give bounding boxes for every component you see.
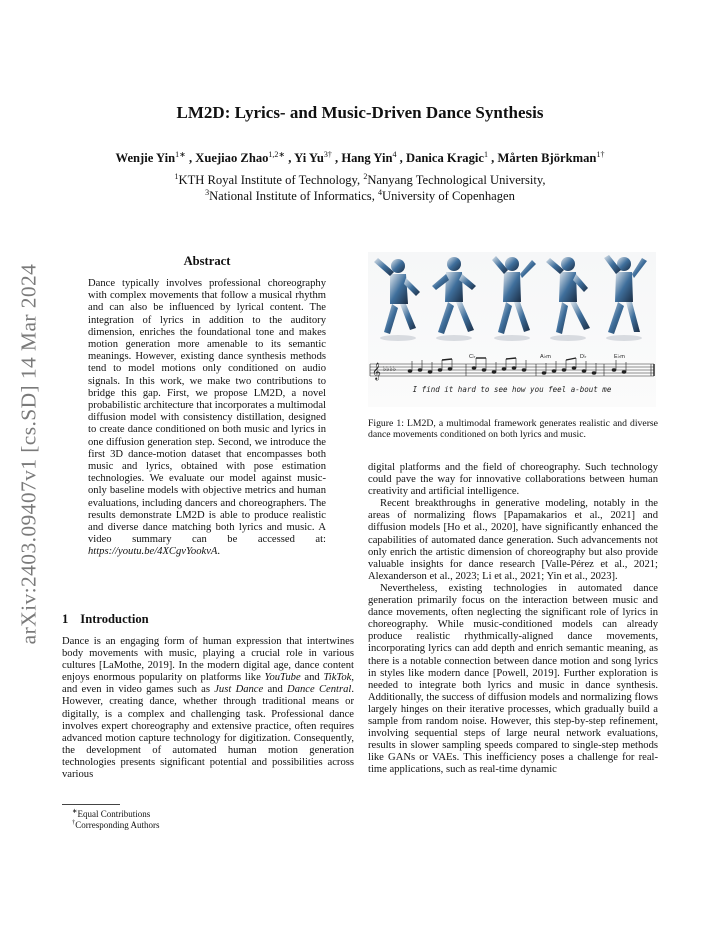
affiliation-mark: 4	[378, 188, 382, 197]
affiliation-mark: 1	[174, 172, 179, 181]
italic-term: Just Dance	[214, 684, 264, 696]
author-affiliation-mark: 1,2∗	[268, 150, 286, 159]
affiliations-line-1	[60, 172, 660, 188]
dancer-figure	[432, 257, 476, 341]
affiliation-name: National Institute of Informatics,	[209, 189, 378, 204]
video-link[interactable]: https://youtu.be/4XCgvYookvA	[88, 546, 218, 558]
abstract-end: .	[217, 546, 221, 558]
paragraph: digital platforms and the field of choreography. Such technology could pave the way for innovative collaborations between human creativity and artificial intelligence.	[368, 462, 658, 498]
music-notes	[408, 358, 626, 374]
lyrics-line: I find it hard to see how you feel a-bout me	[412, 385, 612, 394]
author-affiliation-mark: 4	[392, 150, 397, 159]
author-name: Danica Kragic	[405, 151, 484, 166]
author-name: Wenjie Yin	[115, 151, 176, 166]
chord-label: D♭	[580, 354, 587, 360]
chord-label: C♭	[469, 354, 476, 360]
italic-term: TikTok	[323, 672, 352, 684]
dancer-figure	[374, 258, 420, 341]
chord-label: A♭m	[540, 354, 551, 360]
dancer-figure	[492, 256, 536, 341]
introduction-paragraph	[62, 636, 354, 781]
abstract-body	[88, 278, 326, 559]
treble-clef-icon: 𝄞	[372, 362, 381, 380]
dance-figure-illustration	[368, 252, 656, 407]
footnote-mark: ∗	[72, 808, 78, 815]
text-run: Dance is an engaging form of human expression that intertwines body movements with music, playing a crucial role in various cultures [LaMothe, 2019]. In the modern digital age, dance content enjoys enormous popularity on platforms like	[62, 636, 354, 684]
footnote-text: Equal Contributions	[77, 809, 151, 819]
author-affiliation-mark: 3†	[323, 150, 332, 159]
arxiv-id-text: arXiv:2403.09407v1 [cs.SD] 14 Mar 2024	[16, 263, 41, 645]
author-affiliation-mark: 1	[483, 150, 488, 159]
author-list: Wenjie Yin$^{1∗}$ , Xuejiao Zhao$^{1,2∗}$ , Yi $Yu^{3\dagger}$ , Hang Yin$^4$ , Danica Kragic$^1$ , Mårten Björkman$^{1\dagger}$	[115, 150, 605, 166]
footnote-rule	[62, 804, 120, 805]
author-affiliation-mark: 1∗	[175, 150, 186, 159]
affiliation-mark: 2	[363, 172, 368, 181]
footnote-mark: †	[72, 819, 76, 826]
footnote-equal-contrib	[72, 807, 150, 819]
italic-term: Dance Central	[287, 684, 352, 696]
paper-title: LM2D: Lyrics- and Music-Driven Dance Synthesis	[176, 103, 544, 122]
right-column-text	[368, 462, 658, 776]
text-run: , and even in video games such as	[62, 672, 354, 696]
affiliations-line-2	[60, 188, 660, 204]
text-run: . However, creating dance, whether through traditional means or digitally, is a complex and challenging task. Professional dance involves expert choreography and extensive practice, often requires advanced motion capture technology for digitization. Consequently, the development of automated human motion generation technologies presents significant potential and possibilities across various	[62, 684, 354, 781]
author-name: Hang Yin	[341, 151, 393, 166]
chord-label: E♭m	[614, 354, 625, 360]
dancer-figure	[546, 257, 590, 341]
affiliation-name: KTH Royal Institute of Technology,	[178, 173, 364, 188]
affiliation-mark: 3	[205, 188, 210, 197]
dancer-figure	[604, 255, 647, 341]
key-signature-icon: ♭♭♭♭	[383, 365, 397, 373]
affiliation-name: University of Copenhagen	[382, 189, 515, 204]
section-title: Introduction	[80, 612, 149, 626]
footnote-text: Corresponding Authors	[75, 820, 160, 830]
author-name: Xuejiao Zhao	[195, 151, 269, 166]
author-name: Yi Yu	[294, 151, 324, 166]
figure-caption: Figure 1: LM2D, a multimodal framework generates realistic and diverse dance movements conditioned on both lyrics and music.	[368, 418, 658, 441]
affiliation-name: Nanyang Technological University,	[367, 173, 546, 188]
paragraph: Nevertheless, existing technologies in automated dance generation primarily focus on the interaction between music and dance movements, often neglecting the significant role of lyrics in choreography. While music-conditioned models can already produce realistic rhythmically-aligned dance movements, incorporating lyrics can add depth and enrich semantic meaning, as there is a notable connection between dance motion and song lyrics in styles like modern dance [Powell, 2019]. Further exploration is needed to integrate both lyrics and music in dance synthesis. Additionally, the success of diffusion models and normalizing flows largely hinges on their iterative processes, which gradually build a sample from random noise. However, this step-by-step refinement, involving sequential steps of large neural network evaluations, results in slower sampling speeds compared to single-step methods like GANs or VAEs. This inefficiency poses a challenge for real-time applications, such as real-time dynamic	[368, 582, 658, 776]
author-name: Mårten Björkman	[497, 151, 597, 166]
music-staff	[370, 364, 654, 376]
section-number: 1	[62, 612, 69, 626]
paragraph: Recent breakthroughs in generative modeling, notably in the areas of normalizing flows [Papamakarios et al., 2021] and diffusion models [Ho et al., 2020], have significantly enhanced the capabilities of automated dance generation. Such advancements not only enrich the artistic dimension of choreography but also provide valuable insights for dance research [Valle-Pérez et al., 2021; Alexanderson et al., 2023; Li et al., 2021; Yin et al., 2023].	[368, 498, 658, 582]
text-run: and	[300, 672, 324, 684]
arxiv-side-identifier	[8, 234, 50, 674]
text-run: and	[263, 684, 288, 696]
abstract-text: Dance typically involves professional choreography with complex movements that follow a musical rhythm and can also be influenced by lyrical content. The integration of lyrics in addition to the auditory dimension, enriches the foundational tone and makes motion generation more amenable to its semantic meanings. However, existing dance synthesis methods tend to model motions only conditioned on audio signals. In this work, we make two contributions to bridge this gap. First, we propose LM2D, a novel probabilistic architecture that incorporates a multimodal diffusion model with consistency distillation, designed to create dance conditioned on both music and lyrics in one diffusion generation step. Second, we introduce the first 3D dance-motion dataset that encompasses both music and lyrics, obtained with pose estimation technologies. We evaluate our model against music-only baseline models with objective metrics and human evaluations, including dancers and choreographers. The results demonstrate LM2D is able to produce realistic and diverse dance matching both lyrics and music. A video summary can be accessed at:	[88, 278, 326, 546]
footnote-corresponding	[72, 819, 160, 830]
italic-term: YouTube	[264, 672, 301, 684]
section-heading	[62, 612, 149, 627]
figure-1	[368, 252, 656, 407]
author-affiliation-mark: 1†	[596, 150, 605, 159]
abstract-heading: Abstract	[183, 254, 231, 268]
